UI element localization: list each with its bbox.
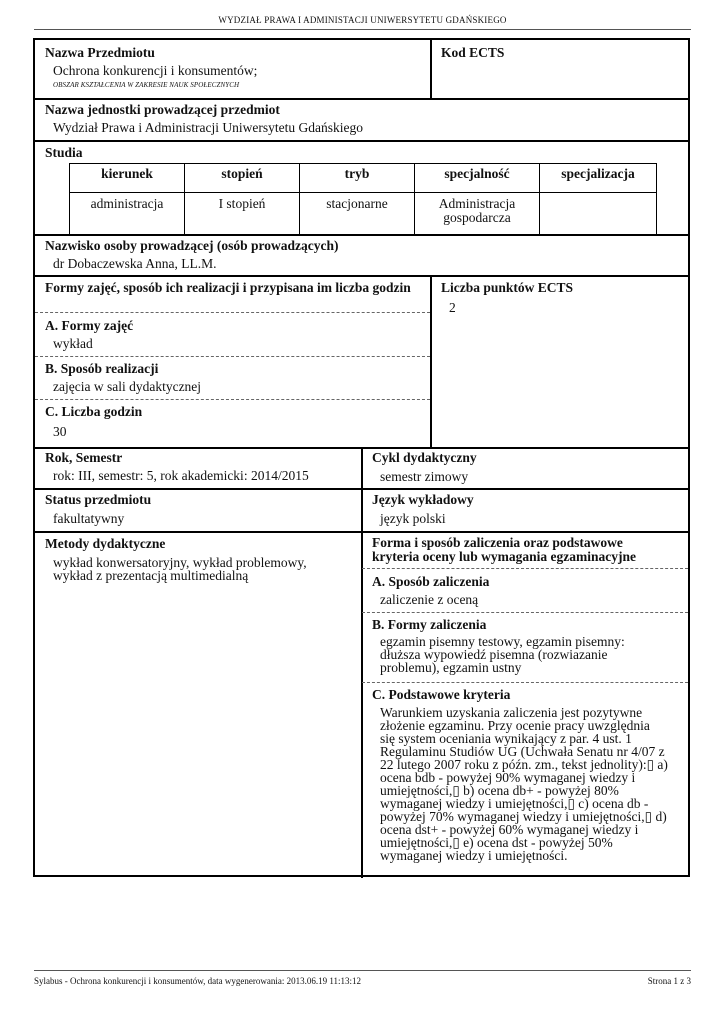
lecturer-value: dr Dobaczewska Anna, LL.M. [53, 256, 217, 271]
language-value: język polski [380, 511, 446, 526]
assessment-b-line: problemu), egzamin ustny [380, 660, 522, 675]
table-cell [540, 193, 657, 236]
page-number: Strona 1 z 3 [647, 976, 691, 986]
course-area: OBSZAR KSZTAŁCENIA W ZAKRESIE NAUK SPOŁECZNYCH [53, 81, 240, 89]
assessment-c-label: C. Podstawowe kryteria [372, 687, 511, 702]
assessment-c-line: wymaganej wiedzy i umiejętności,▯ c) ocena db - [380, 796, 649, 811]
assessment-c-line: umiejętności,▯ b) ocena db+ - powyżej 80% [380, 783, 619, 798]
divider [430, 275, 432, 447]
status-value: fakultatywny [53, 511, 125, 526]
assessment-c-line: wymaganej wiedzy i umiejętności. [380, 848, 568, 863]
divider [35, 399, 430, 400]
ects-points-value: 2 [449, 300, 456, 315]
forms-a-value: wykład [53, 336, 93, 351]
divider [35, 488, 688, 490]
table-cell: Administracja gospodarcza [415, 193, 540, 236]
assessment-c-line: umiejętności,▯ e) ocena dst - powyżej 50% [380, 835, 613, 850]
footer-rule [34, 970, 691, 971]
assessment-c-line: ocena dst+ - powyżej 60% wymaganej wiedzy i [380, 822, 639, 837]
column-header: kierunek [70, 164, 185, 193]
ects-points-label: Liczba punktów ECTS [441, 280, 574, 295]
assessment-c-line: się system oceniania wynikający z par. 4 ust. 1 [380, 731, 632, 746]
assessment-c-line: Warunkiem uzyskania zaliczenia jest pozytywne [380, 705, 643, 720]
assessment-c-line: 22 lutego 2007 roku z późn. zm., tekst jednolity):▯ a) [380, 757, 668, 772]
assessment-c-line: ocena bdb - powyżej 90% wymaganej wiedzy i [380, 770, 636, 785]
year-value: rok: III, semestr: 5, rok akademicki: 2014/2015 [53, 468, 309, 483]
unit-label: Nazwa jednostki prowadzącej przedmiot [45, 102, 280, 117]
divider [361, 447, 363, 878]
assessment-a-label: A. Sposób zaliczenia [372, 574, 490, 589]
column-header: stopień [185, 164, 300, 193]
assessment-a-value: zaliczenie z oceną [380, 592, 479, 607]
ects-code-label: Kod ECTS [441, 45, 505, 60]
assessment-b-label: B. Formy zaliczenia [372, 617, 487, 632]
course-name-value: Ochrona konkurencji i konsumentów; [53, 63, 258, 78]
lecturer-label: Nazwisko osoby prowadzącej (osób prowadzących) [45, 238, 339, 253]
assessment-b-line: dłuższa wypowiedź pisemna (rozwiazanie [380, 647, 608, 662]
table-header-row [70, 164, 657, 193]
table-row [70, 193, 657, 236]
divider [35, 98, 688, 100]
cycle-label: Cykl dydaktyczny [372, 450, 477, 465]
methods-line: wykład konwersatoryjny, wykład problemowy, [53, 555, 307, 570]
studia-label: Studia [45, 145, 83, 160]
methods-line: wykład z prezentacją multimedialną [53, 568, 249, 583]
divider [430, 40, 432, 98]
studia-table [69, 163, 657, 236]
table-cell: I stopień [185, 193, 300, 236]
year-label: Rok, Semestr [45, 450, 123, 465]
table-cell: administracja [70, 193, 185, 236]
assessment-c-line: złożenie egzaminu. Przy ocenie pracy uwzględnia [380, 718, 650, 733]
forms-c-label: C. Liczba godzin [45, 404, 143, 419]
page-header: WYDZIAŁ PRAWA I ADMINISTACJI UNIWERSYTETU GDAŃSKIEGO [218, 15, 507, 25]
forms-label: Formy zajęć, sposób ich realizacji i przypisana im liczba godzin [45, 280, 411, 295]
divider [35, 234, 688, 236]
divider [35, 356, 430, 357]
language-label: Język wykładowy [372, 492, 474, 507]
status-label: Status przedmiotu [45, 492, 152, 507]
header-rule [34, 29, 691, 30]
divider [35, 312, 430, 313]
divider [35, 140, 688, 142]
divider [35, 275, 688, 277]
divider [35, 531, 688, 533]
assessment-c-line: powyżej 70% wymaganej wiedzy i umiejętności,▯ d) [380, 809, 667, 824]
column-header: specjalność [415, 164, 540, 193]
cycle-value: semestr zimowy [380, 469, 469, 484]
syllabus-form [33, 38, 690, 877]
divider [362, 682, 688, 683]
forms-c-value: 30 [53, 424, 67, 439]
assessment-c-line: Regulaminu Studiów UG (Uchwała Senatu nr 4/07 z [380, 744, 665, 759]
forms-b-value: zajęcia w sali dydaktycznej [53, 379, 202, 394]
forms-b-label: B. Sposób realizacji [45, 361, 159, 376]
assessment-label: kryteria oceny lub wymagania egzaminacyjne [372, 549, 636, 564]
unit-value: Wydział Prawa i Administracji Uniwersytetu Gdańskiego [53, 120, 363, 135]
assessment-b-line: egzamin pisemny testowy, egzamin pisemny: [380, 634, 625, 649]
methods-label: Metody dydaktyczne [45, 536, 166, 551]
column-header: tryb [300, 164, 415, 193]
forms-a-label: A. Formy zajęć [45, 318, 134, 333]
table-cell: stacjonarne [300, 193, 415, 236]
course-name-label: Nazwa Przedmiotu [45, 45, 155, 60]
divider [362, 612, 688, 613]
column-header: specjalizacja [540, 164, 657, 193]
footer-text: Sylabus - Ochrona konkurencji i konsumentów, data wygenerowania: 2013.06.19 11:13:12 [34, 976, 362, 986]
divider [362, 568, 688, 569]
assessment-label: Forma i sposób zaliczenia oraz podstawowe [372, 535, 623, 550]
